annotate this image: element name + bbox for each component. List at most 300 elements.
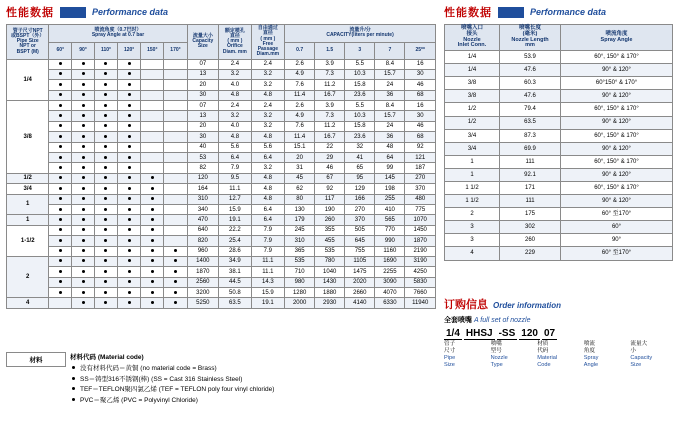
angle-dot-icon [104,208,107,211]
cell-capacity-1: 67 [315,173,345,183]
ordering-legend [444,341,673,369]
cell-angle-4 [141,142,164,152]
cell-angle-2 [94,256,117,266]
cell-angle-5 [164,236,187,246]
cell-orifice: 4.0 [219,80,251,90]
cell-capacity-1: 46 [315,163,345,173]
cell-angle-5 [164,267,187,277]
cell-free-passage: 19.1 [251,298,285,308]
cell-nozzle-inlet: 1/4 [445,51,500,64]
cell-capacity-2: 15.8 [345,121,375,131]
angle-dot-icon [128,208,131,211]
cell-capacity-1: 2930 [315,298,345,308]
cell-capacity-0: 710 [285,267,315,277]
cell-capacity-4: 1070 [405,215,436,225]
angle-dot-icon [82,104,85,107]
cell-capacity-1: 455 [315,236,345,246]
cell-angle-3 [118,204,141,214]
material-item-list [70,363,274,404]
angle-dot-icon [59,187,62,190]
cell-capacity-4: 270 [405,173,436,183]
cell-capacity-1: 260 [315,215,345,225]
angle-dot-icon [82,114,85,117]
cell-capacity-0: 20 [285,153,315,163]
angle-dot-icon [174,249,177,252]
th-nozzle-length: 喷嘴长度 (毫米) Nozzle Length mm [500,25,561,51]
cell-capacity-0: 80 [285,194,315,204]
angle-dot-icon [128,280,131,283]
cell-capacity-4: 30 [405,111,436,121]
cell-angle-2 [94,204,117,214]
table-row [445,103,673,116]
angle-dot-icon [82,83,85,86]
cell-capacity-0: 11.4 [285,132,315,142]
cell-angle-0 [49,142,72,152]
table-row [445,182,673,195]
ordering-subtitle [444,315,673,325]
angle-dot-icon [128,259,131,262]
list-item: SS＝铸型316不锈钢(棒) (SS = Cast 316 Stainless Steel) [80,374,274,383]
cell-capacity-0: 310 [285,236,315,246]
angle-dot-icon [59,104,62,107]
table-row [7,256,436,266]
cell-angle-3 [118,121,141,131]
angle-dot-icon [174,291,177,294]
cell-capacity-size: 20 [187,121,219,131]
cell-capacity-1: 7.3 [315,69,345,79]
cell-angle-4 [141,204,164,214]
cell-angle-4 [141,173,164,183]
order-code-part-1: HHSJ [465,328,493,339]
angle-dot-icon [151,249,154,252]
cell-angle-2 [94,121,117,131]
angle-dot-icon [104,83,107,86]
cell-capacity-1: 117 [315,194,345,204]
cell-capacity-4: 1450 [405,225,436,235]
cell-pipe-size: 1-1/2 [7,225,49,256]
table-row [445,142,673,155]
angle-dot-icon [128,228,131,231]
list-item: 没有材料代码＝黄铜 (no material code = Brass) [80,363,274,372]
cell-orifice: 28.6 [219,246,251,256]
angle-dot-icon [104,176,107,179]
ordering-title-cn: 订购信息 [444,299,488,311]
cell-angle-5 [164,142,187,152]
cell-angle-0 [49,204,72,214]
cell-capacity-size: 40 [187,142,219,152]
th-angle-4: 150° [141,42,164,59]
cell-orifice: 5.6 [219,142,251,152]
cell-angle-2 [94,90,117,100]
angle-dot-icon [82,228,85,231]
angle-dot-icon [104,145,107,148]
cell-angle-5 [164,59,187,69]
cell-capacity-3: 2255 [375,267,405,277]
cell-capacity-2: 41 [345,153,375,163]
cell-angle-2 [94,298,117,308]
table-row [7,80,436,90]
cell-capacity-2: 23.6 [345,90,375,100]
cell-capacity-2: 370 [345,215,375,225]
table-row [445,247,673,260]
cell-capacity-4: 68 [405,90,436,100]
angle-dot-icon [128,270,131,273]
cell-nozzle-length: 229 [500,247,561,260]
order-legend-1: 喷嘴 型号 Nozzle Type [490,341,508,368]
angle-dot-icon [128,291,131,294]
cell-angle-3 [118,225,141,235]
cell-angle-2 [94,101,117,111]
angle-dot-icon [128,176,131,179]
cell-capacity-4: 4250 [405,267,436,277]
angle-dot-icon [151,239,154,242]
cell-angle-5 [164,184,187,194]
material-title-cn: 材料代码 [70,354,96,361]
cell-free-passage: 14.3 [251,277,285,287]
cell-angle-0 [49,90,72,100]
cell-capacity-2: 1475 [345,267,375,277]
table-row [7,215,436,225]
angle-dot-icon [59,270,62,273]
angle-dot-icon [151,291,154,294]
cell-angle-2 [94,173,117,183]
angle-dot-icon [128,145,131,148]
cell-angle-1 [72,277,95,287]
cell-capacity-3: 990 [375,236,405,246]
th-pressure-4: 25** [405,42,436,59]
cell-capacity-0: 130 [285,204,315,214]
cell-nozzle-inlet: 1 [445,155,500,168]
cell-angle-5 [164,90,187,100]
cell-capacity-2: 5.5 [345,59,375,69]
cell-capacity-3: 36 [375,90,405,100]
cell-pipe-size: 1/2 [7,173,49,183]
cell-capacity-size: 5250 [187,298,219,308]
cell-capacity-3: 15.7 [375,69,405,79]
cell-nozzle-inlet: 1/4 [445,64,500,77]
cell-angle-0 [49,132,72,142]
cell-capacity-2: 65 [345,163,375,173]
table-row [445,77,673,90]
angle-dot-icon [59,176,62,179]
cell-orifice: 25.4 [219,236,251,246]
cell-angle-0 [49,101,72,111]
cell-angle-5 [164,101,187,111]
cell-free-passage: 3.2 [251,111,285,121]
cell-capacity-size: 13 [187,69,219,79]
angle-dot-icon [151,228,154,231]
angle-dot-icon [151,301,154,304]
cell-capacity-2: 95 [345,173,375,183]
cell-capacity-4: 16 [405,101,436,111]
cell-nozzle-angle: 60°, 150° & 170° [561,103,673,116]
cell-capacity-4: 68 [405,132,436,142]
angle-dot-icon [174,301,177,304]
material-title [70,352,274,361]
order-legend-3: 喷流 角度 Spray Angle [583,341,599,368]
cell-angle-0 [49,236,72,246]
table-row [7,225,436,235]
angle-dot-icon [128,93,131,96]
angle-dot-icon [104,239,107,242]
cell-capacity-0: 1280 [285,288,315,298]
cell-free-passage: 7.9 [251,236,285,246]
cell-capacity-1: 11.2 [315,80,345,90]
cell-angle-4 [141,215,164,225]
cell-capacity-size: 164 [187,184,219,194]
angle-dot-icon [151,218,154,221]
cell-angle-5 [164,111,187,121]
order-code-part-3: 120 [521,328,538,339]
cell-angle-4 [141,267,164,277]
cell-capacity-size: 470 [187,215,219,225]
angle-dot-icon [59,135,62,138]
cell-capacity-3: 99 [375,163,405,173]
angle-dot-icon [128,187,131,190]
cell-free-passage: 3.2 [251,80,285,90]
cell-angle-4 [141,194,164,204]
table-row [445,90,673,103]
cell-free-passage: 11.1 [251,256,285,266]
cell-capacity-3: 36 [375,132,405,142]
angle-dot-icon [104,166,107,169]
th-nozzle-inlet: 喷嘴入口 接头 Nozzle Inlet Conn. [445,25,500,51]
table-row [445,195,673,208]
cell-capacity-0: 365 [285,246,315,256]
angle-dot-icon [104,62,107,65]
cell-free-passage: 4.8 [251,132,285,142]
cell-angle-3 [118,298,141,308]
cell-nozzle-inlet: 4 [445,247,500,260]
cell-capacity-2: 270 [345,204,375,214]
cell-capacity-3: 8.4 [375,101,405,111]
angle-dot-icon [59,291,62,294]
cell-orifice: 4.0 [219,121,251,131]
cell-orifice: 63.5 [219,298,251,308]
material-code-block [6,352,436,405]
angle-dot-icon [104,93,107,96]
cell-free-passage: 6.4 [251,204,285,214]
cell-angle-1 [72,69,95,79]
ordering-info-block [444,296,673,369]
cell-pipe-size: 3/4 [7,184,49,194]
cell-capacity-2: 2020 [345,277,375,287]
cell-angle-1 [72,215,95,225]
cell-free-passage: 3.2 [251,163,285,173]
cell-capacity-size: 820 [187,236,219,246]
cell-capacity-0: 45 [285,173,315,183]
cell-capacity-3: 64 [375,153,405,163]
table-row [445,155,673,168]
cell-angle-0 [49,80,72,90]
cell-capacity-0: 2000 [285,298,315,308]
cell-nozzle-inlet: 3 [445,221,500,234]
cell-angle-0 [49,246,72,256]
cell-orifice: 4.8 [219,90,251,100]
angle-dot-icon [128,156,131,159]
angle-dot-icon [104,124,107,127]
table-row [7,194,436,204]
cell-capacity-2: 2660 [345,288,375,298]
table-row [7,153,436,163]
cell-nozzle-length: 92.1 [500,168,561,181]
cell-capacity-3: 8.4 [375,59,405,69]
angle-dot-icon [104,218,107,221]
cell-angle-3 [118,215,141,225]
cell-orifice: 2.4 [219,101,251,111]
cell-capacity-1: 1880 [315,288,345,298]
cell-angle-5 [164,132,187,142]
cell-capacity-2: 4140 [345,298,375,308]
cell-orifice: 2.4 [219,59,251,69]
cell-angle-5 [164,246,187,256]
cell-capacity-2: 15.8 [345,80,375,90]
angle-dot-icon [104,270,107,273]
cell-angle-4 [141,132,164,142]
cell-free-passage: 3.2 [251,121,285,131]
cell-angle-0 [49,194,72,204]
angle-dot-icon [82,124,85,127]
cell-capacity-2: 645 [345,236,375,246]
cell-angle-4 [141,163,164,173]
cell-angle-5 [164,194,187,204]
cell-angle-3 [118,246,141,256]
cell-nozzle-inlet: 1 1/2 [445,182,500,195]
cell-angle-4 [141,288,164,298]
cell-capacity-4: 46 [405,121,436,131]
cell-nozzle-length: 60.3 [500,77,561,90]
cell-pipe-size: 1/4 [7,59,49,101]
angle-dot-icon [128,83,131,86]
table-row [7,90,436,100]
cell-angle-5 [164,173,187,183]
cell-angle-5 [164,256,187,266]
cell-capacity-3: 145 [375,173,405,183]
angle-dot-icon [59,228,62,231]
cell-angle-2 [94,236,117,246]
header-left [6,4,168,20]
cell-nozzle-inlet: 3/8 [445,90,500,103]
th-pipe-size: 管子尺寸NPT 或BSPT（外） Pipe Size NPT or BSPT (M) [7,25,49,60]
table-row [445,234,673,247]
cell-capacity-1: 11.2 [315,121,345,131]
cell-angle-3 [118,288,141,298]
table-row [7,121,436,131]
cell-nozzle-angle: 90° & 120° [561,116,673,129]
cell-angle-1 [72,194,95,204]
angle-dot-icon [174,280,177,283]
cell-capacity-size: 2560 [187,277,219,287]
cell-capacity-3: 770 [375,225,405,235]
angle-dot-icon [82,291,85,294]
cell-capacity-2: 5.5 [345,101,375,111]
cell-capacity-3: 24 [375,80,405,90]
cell-capacity-2: 10.3 [345,111,375,121]
cell-angle-5 [164,204,187,214]
cell-capacity-1: 16.7 [315,90,345,100]
angle-dot-icon [151,187,154,190]
cell-nozzle-length: 47.6 [500,90,561,103]
cell-capacity-3: 565 [375,215,405,225]
angle-dot-icon [104,72,107,75]
cell-capacity-size: 53 [187,153,219,163]
cell-nozzle-inlet: 3/4 [445,129,500,142]
angle-dot-icon [104,280,107,283]
angle-dot-icon [82,176,85,179]
cell-capacity-0: 2.6 [285,101,315,111]
order-legend-2: 材质 代码 Material Code [537,341,558,368]
table-row [7,173,436,183]
cell-capacity-0: 4.9 [285,111,315,121]
angle-dot-icon [59,208,62,211]
cell-capacity-size: 07 [187,59,219,69]
cell-angle-3 [118,277,141,287]
cell-angle-2 [94,80,117,90]
cell-nozzle-length: 87.3 [500,129,561,142]
cell-angle-0 [49,225,72,235]
angle-dot-icon [82,301,85,304]
cell-angle-2 [94,163,117,173]
cell-capacity-1: 190 [315,204,345,214]
table-row [7,298,436,308]
cell-nozzle-inlet: 3/8 [445,77,500,90]
cell-angle-2 [94,215,117,225]
cell-angle-2 [94,267,117,277]
th-pressure-2: 3 [345,42,375,59]
cell-capacity-4: 370 [405,184,436,194]
order-legend-0: 管子 尺寸 Pipe Size [444,341,456,368]
cell-angle-4 [141,184,164,194]
cell-nozzle-length: 175 [500,208,561,221]
angle-dot-icon [151,176,154,179]
angle-dot-icon [59,114,62,117]
cell-free-passage: 4.8 [251,90,285,100]
angle-dot-icon [82,93,85,96]
cell-nozzle-inlet: 3/4 [445,142,500,155]
cell-angle-5 [164,153,187,163]
cell-capacity-0: 7.6 [285,121,315,131]
cell-free-passage: 3.2 [251,69,285,79]
angle-dot-icon [82,135,85,138]
ordering-title-en: Order information [493,301,562,310]
angle-dot-icon [82,156,85,159]
cell-orifice: 9.5 [219,173,251,183]
cell-angle-4 [141,121,164,131]
cell-angle-4 [141,111,164,121]
angle-dot-icon [82,259,85,262]
cell-angle-1 [72,90,95,100]
angle-dot-icon [59,280,62,283]
table-row [445,221,673,234]
angle-dot-icon [59,197,62,200]
cell-pipe-size: 2 [7,256,49,298]
table-row [7,132,436,142]
cell-angle-3 [118,101,141,111]
angle-dot-icon [104,114,107,117]
angle-dot-icon [151,197,154,200]
angle-dot-icon [104,259,107,262]
th-angle-0: 60° [49,42,72,59]
cell-capacity-4: 5830 [405,277,436,287]
cell-capacity-4: 121 [405,153,436,163]
cell-capacity-0: 179 [285,215,315,225]
cell-nozzle-angle: 60°, 150° & 170° [561,129,673,142]
cell-orifice: 38.1 [219,267,251,277]
angle-dot-icon [59,156,62,159]
cell-angle-3 [118,184,141,194]
cell-capacity-3: 1160 [375,246,405,256]
cell-angle-1 [72,153,95,163]
